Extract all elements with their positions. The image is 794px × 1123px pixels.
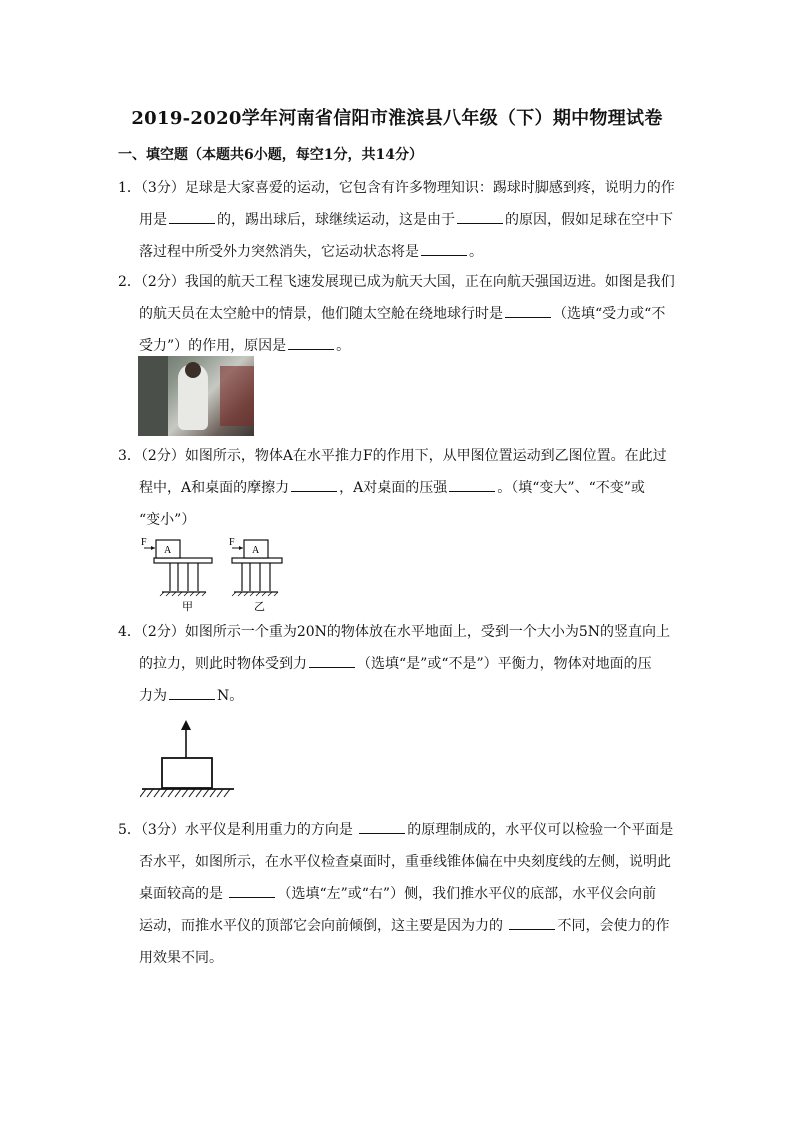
question-line xyxy=(118,504,678,536)
question-line xyxy=(118,204,678,236)
question-text: 不同，会使力的作 xyxy=(557,918,670,934)
question-2 xyxy=(118,266,678,362)
force-label-left: F xyxy=(141,537,147,548)
question-text: 。（填“变大”、“不变”或 xyxy=(497,480,645,496)
table-figure xyxy=(138,534,288,614)
question-text: 1．（3分）足球是大家喜爱的运动，它包含有许多物理知识：踢球时脚感到疼，说明力的作 xyxy=(118,180,675,196)
question-text: 运动，而推水平仪的顶部它会向前倾倒，这主要是因为力的 xyxy=(139,918,508,934)
question-line xyxy=(118,236,678,268)
question-text: 的航天员在太空舱中的情景，他们随太空舱在绕地球行时是 xyxy=(139,306,503,322)
question-line xyxy=(118,648,678,680)
answer-blank[interactable] xyxy=(509,915,555,930)
force-label-right: F xyxy=(229,537,235,548)
question-text: 2．（2分）我国的航天工程飞速发展现已成为航天大国，正在向航天强国迈进。如图是我们 xyxy=(118,274,675,290)
question-1 xyxy=(118,172,678,268)
question-text: 4．（2分）如图所示一个重为20N的物体放在水平地面上，受到一个大小为5N的竖直向上 xyxy=(118,624,671,640)
astronaut-photo xyxy=(138,356,254,436)
question-text: 3．（2分）如图所示，物体A在水平推力F的作用下，从甲图位置运动到乙图位置。在此过 xyxy=(118,448,667,464)
table-left xyxy=(144,540,212,596)
question-line xyxy=(118,472,678,504)
question-text: （选填“受力或“不 xyxy=(553,306,666,322)
question-text: （选填“左”或“右”）侧，我们推水平仪的底部，水平仪会向前 xyxy=(277,886,657,902)
section-heading: 一、填空题（本题共6小题，每空1分，共14分） xyxy=(118,147,423,163)
answer-blank[interactable] xyxy=(359,819,405,834)
question-text: “变小”） xyxy=(139,512,196,528)
answer-blank[interactable] xyxy=(169,209,215,224)
question-4 xyxy=(118,616,678,712)
block-label-left: A xyxy=(164,545,172,556)
cabin-equipment xyxy=(220,366,254,426)
question-text: 的原理制成的，水平仪可以检验一个平面是 xyxy=(407,822,674,838)
question-3 xyxy=(118,440,678,536)
question-text: 程中，A和桌面的摩擦力 xyxy=(139,480,290,496)
question-text: 。 xyxy=(469,244,483,260)
astronaut-head xyxy=(185,362,201,378)
answer-blank[interactable] xyxy=(505,303,551,318)
question-text: N。 xyxy=(217,688,244,704)
answer-blank[interactable] xyxy=(229,883,275,898)
caption-left: 甲 xyxy=(182,601,193,613)
question-text: 的，踢出球后，球继续运动，这是由于 xyxy=(217,212,455,228)
question-text: 5．（3分）水平仪是利用重力的方向是 xyxy=(118,822,358,838)
question-line xyxy=(118,942,678,974)
question-line xyxy=(118,298,678,330)
question-text: 的拉力，则此时物体受到力 xyxy=(139,656,307,672)
answer-blank[interactable] xyxy=(309,653,355,668)
question-text: 。 xyxy=(336,338,351,354)
question-line xyxy=(118,266,678,298)
question-text: 桌面较高的是 xyxy=(139,886,228,902)
question-text: （选填“是”或“不是”）平衡力，物体对地面的压 xyxy=(357,656,652,672)
exam-title: 2019-2020学年河南省信阳市淮滨县八年级（下）期中物理试卷 xyxy=(131,108,663,129)
question-line xyxy=(118,846,678,878)
question-line xyxy=(118,616,678,648)
question-text: 用是 xyxy=(139,212,167,228)
answer-blank[interactable] xyxy=(291,477,337,492)
question-line xyxy=(118,814,678,846)
answer-blank[interactable] xyxy=(421,241,467,256)
question-line xyxy=(118,680,678,712)
answer-blank[interactable] xyxy=(457,209,503,224)
question-line xyxy=(118,172,678,204)
question-line xyxy=(118,910,678,942)
answer-blank[interactable] xyxy=(169,685,215,700)
answer-blank[interactable] xyxy=(449,477,495,492)
question-text: ，A对桌面的压强 xyxy=(339,480,448,496)
question-text: 否水平，如图所示，在水平仪检查桌面时，重垂线锥体偏在中央刻度线的左侧，说明此 xyxy=(139,854,671,870)
question-text: 用效果不同。 xyxy=(139,950,223,966)
question-text: 落过程中所受外力突然消失，它运动状态将是 xyxy=(139,244,419,260)
question-text: 力为 xyxy=(139,688,167,704)
question-text: 的原因，假如足球在空中下 xyxy=(505,212,673,228)
question-5 xyxy=(118,814,678,974)
block-label-right: A xyxy=(252,545,260,556)
question-line xyxy=(118,878,678,910)
cabin-panel xyxy=(138,356,168,436)
block-on-ground-figure xyxy=(140,716,240,806)
question-line xyxy=(118,440,678,472)
answer-blank[interactable] xyxy=(288,335,334,350)
question-text: 受力”）的作用，原因是 xyxy=(139,338,287,354)
caption-right: 乙 xyxy=(254,601,265,613)
